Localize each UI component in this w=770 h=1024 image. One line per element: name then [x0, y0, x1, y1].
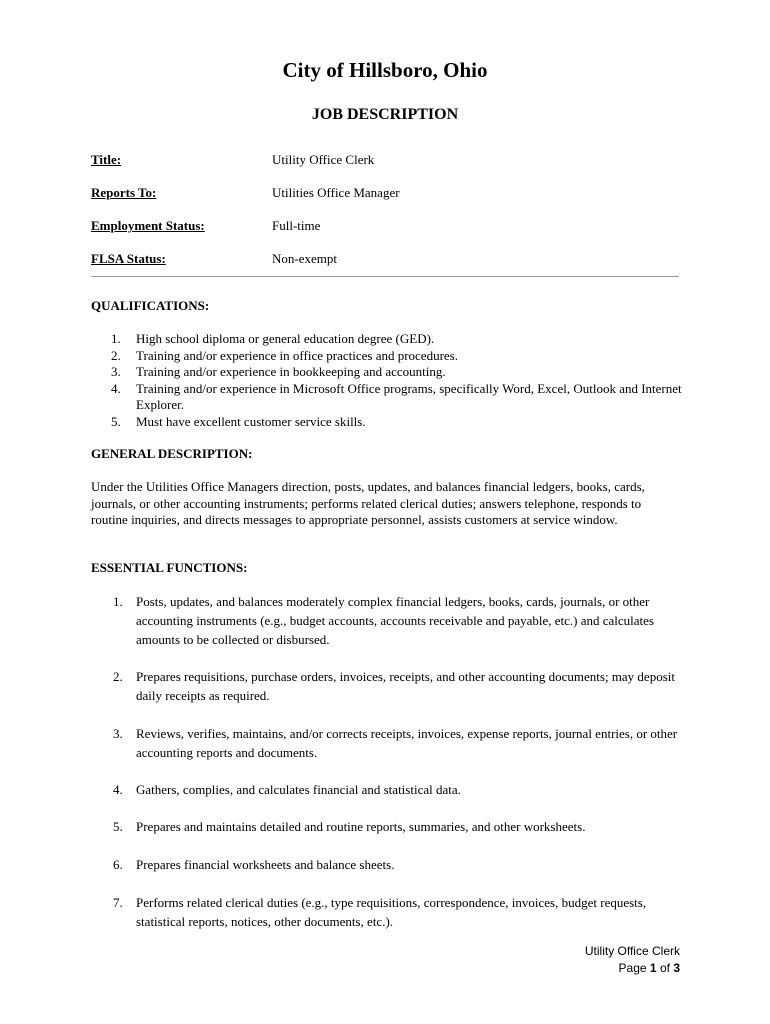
list-number: 2.	[113, 669, 123, 684]
info-row-employment-status	[91, 217, 681, 235]
list-number: 5.	[111, 413, 121, 429]
list-item	[91, 414, 691, 431]
list-item	[91, 381, 691, 414]
info-label: Title:	[91, 152, 122, 167]
list-text: Training and/or experience in Microsoft Office programs, specifically Word, Excel, Outlook and Internet Explorer.	[136, 380, 682, 412]
footer-document-name: Utility Office Clerk	[584, 944, 680, 958]
qualifications-heading: QUALIFICATIONS:	[91, 298, 210, 313]
list-text: Gathers, complies, and calculates financial and statistical data.	[136, 782, 461, 797]
general-description-heading: GENERAL DESCRIPTION:	[91, 446, 253, 461]
info-row-flsa-status	[91, 250, 681, 268]
list-item	[91, 364, 691, 381]
list-text: Must have excellent customer service skills.	[136, 413, 366, 429]
info-value: Non-exempt	[272, 251, 337, 266]
info-value: Utilities Office Manager	[272, 185, 400, 200]
general-description-text: Under the Utilities Office Managers direction, posts, updates, and balances financial ledgers, books, cards, journals, or other accounting instruments; performs related clerical duties; answers telephone, responds to routine inquiries, and directs messages to appropriate personnel, assists customers at service window.	[91, 479, 645, 527]
footer-page-word: Page	[618, 961, 647, 975]
list-item	[91, 331, 691, 348]
list-number: 4.	[113, 782, 123, 797]
info-value: Utility Office Clerk	[272, 152, 375, 167]
horizontal-divider	[91, 276, 679, 277]
list-text: Reviews, verifies, maintains, and/or corrects receipts, invoices, expense reports, journal entries, or other accounting reports and documents.	[136, 726, 678, 760]
footer-of-word: of	[659, 961, 670, 975]
list-text: Performs related clerical duties (e.g., type requisitions, correspondence, invoices, budget requests, statistical reports, notices, other documents, etc.).	[136, 895, 647, 929]
info-row-reports-to	[91, 184, 681, 202]
list-text: Training and/or experience in bookkeeping and accounting.	[136, 364, 446, 379]
list-text: Prepares financial worksheets and balance sheets.	[136, 857, 395, 872]
info-label: Employment Status:	[91, 218, 205, 233]
list-number: 1.	[111, 331, 121, 346]
list-number: 7.	[113, 895, 123, 910]
city-title: City of Hillsboro, Ohio	[282, 58, 488, 82]
document-title: JOB DESCRIPTION	[311, 106, 459, 123]
info-label: FLSA Status:	[91, 251, 166, 266]
essential-functions-heading: ESSENTIAL FUNCTIONS:	[91, 560, 248, 575]
page-footer	[585, 943, 680, 977]
qualifications-list	[91, 331, 691, 430]
info-value: Full-time	[272, 218, 321, 233]
list-number: 3.	[113, 726, 123, 741]
list-text: Prepares requisitions, purchase orders, invoices, receipts, and other accounting documents; may deposit daily receipts as required.	[136, 669, 675, 703]
list-number: 2.	[111, 347, 121, 363]
list-number: 1.	[113, 594, 123, 609]
list-number: 5.	[113, 819, 123, 834]
list-item	[91, 348, 691, 365]
footer-page-number	[585, 960, 680, 977]
footer-page-current: 1	[649, 961, 657, 975]
list-number: 4.	[111, 380, 121, 396]
footer-page-total: 3	[673, 961, 680, 975]
list-text: Posts, updates, and balances moderately complex financial ledgers, books, cards, journals, or other accounting instruments (e.g., budget accounts, accounts receivable and payable, etc.) and calculates amounts to be collected or disbursed.	[136, 594, 654, 647]
list-text: Prepares and maintains detailed and routine reports, summaries, and other worksheets.	[136, 819, 586, 834]
info-label: Reports To:	[91, 185, 157, 200]
list-number: 6.	[113, 857, 123, 872]
list-number: 3.	[111, 364, 121, 379]
list-text: High school diploma or general education degree (GED).	[136, 331, 435, 346]
list-text: Training and/or experience in office practices and procedures.	[136, 347, 458, 363]
info-row-title	[91, 151, 681, 169]
